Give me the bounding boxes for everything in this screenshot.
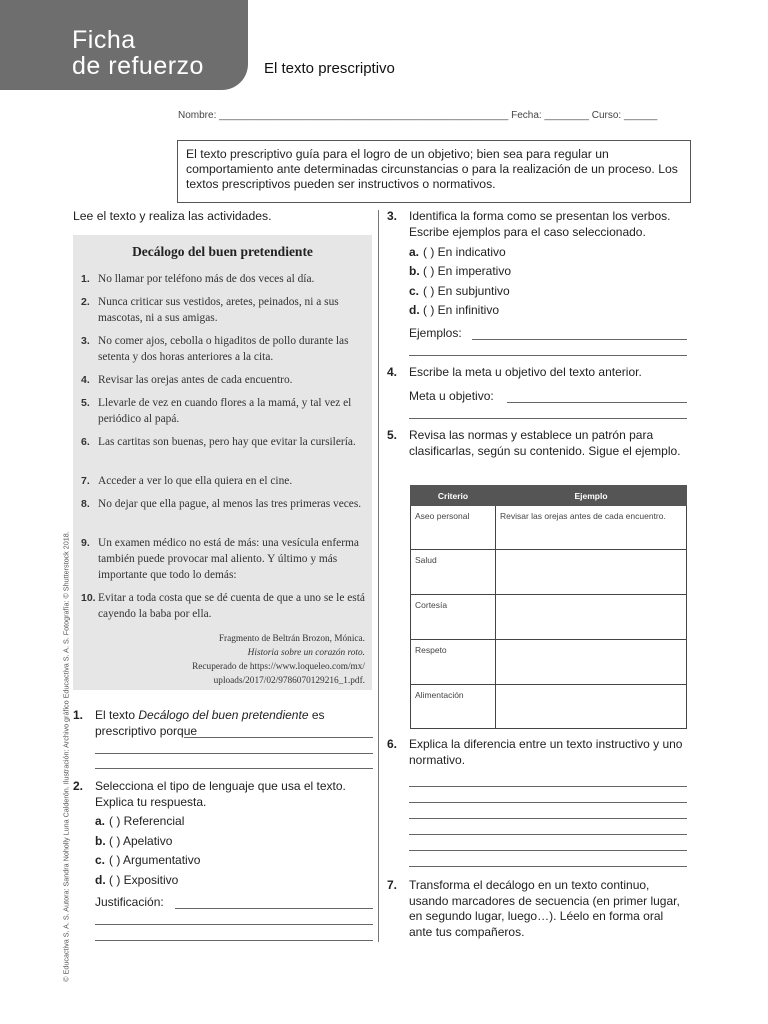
answer-line[interactable]: [472, 339, 687, 340]
answer-line[interactable]: [95, 768, 373, 769]
option-letter: b.: [95, 834, 106, 848]
table-row: [411, 506, 687, 550]
rule-number: 8.: [81, 498, 90, 510]
rule-text: Acceder a ver lo que ella quiera en el cine.: [98, 475, 293, 487]
option-letter: c.: [95, 853, 106, 867]
question-4: [387, 365, 687, 381]
table-header: Ejemplo: [496, 486, 687, 506]
source-url-line1: Recuperado de https://www.loqueleo.com/mx/: [192, 662, 365, 672]
source-url-line2: uploads/2017/02/9786070129216_1.pdf.: [213, 676, 365, 686]
column-divider: [378, 210, 379, 942]
decalogue-rule: [81, 473, 366, 489]
answer-line[interactable]: [409, 802, 687, 803]
q1-text-post: es prescriptivo porque: [95, 708, 325, 738]
question-number: 3.: [387, 209, 398, 223]
name-date-course-line: Nombre: ____________________________________________________ Fecha: ________ Curso: ______: [178, 110, 658, 121]
question-number: 1.: [73, 708, 84, 722]
read-instruction: Lee el texto y realiza las actividades.: [73, 209, 272, 223]
option-item[interactable]: [95, 853, 200, 867]
decalogue-rule: [81, 434, 366, 450]
table-row: [411, 550, 687, 595]
table-cell[interactable]: [496, 595, 687, 640]
answer-line[interactable]: [409, 418, 687, 419]
answer-line[interactable]: [409, 786, 687, 787]
rule-text: No dejar que ella pague, al menos las tres primeras veces.: [98, 498, 362, 510]
rule-number: 10.: [81, 592, 96, 604]
option-item[interactable]: [409, 303, 499, 317]
option-item[interactable]: [409, 264, 511, 278]
table-cell: Cortesía: [411, 595, 496, 640]
option-letter: c.: [409, 284, 420, 298]
source-citation: [100, 632, 365, 688]
table-cell: Salud: [411, 550, 496, 595]
decalogue-rule: [81, 333, 366, 365]
decalogue-rule: [81, 372, 366, 388]
header-tab: [0, 0, 248, 90]
table-header-row: [411, 486, 687, 506]
rule-text: No llamar por teléfono más de dos veces al día.: [98, 273, 315, 285]
table-row: [411, 685, 687, 729]
question-number: 7.: [387, 878, 398, 892]
decalogue-rule: [81, 590, 366, 622]
side-credit: © Educactiva S. A. S. Autora: Sandra Noholly Luna Calderón. Ilustración: Archivo gráfico Educactiva S. A. S. Fotografía: © Shutterstock 2018.: [61, 531, 71, 982]
option-item[interactable]: [95, 814, 184, 828]
option-text: ( ) Referencial: [109, 814, 185, 828]
table-cell[interactable]: [496, 550, 687, 595]
criteria-table: [410, 485, 687, 729]
question-number: 6.: [387, 737, 398, 751]
question-6: [387, 737, 687, 768]
question-number: 2.: [73, 779, 84, 793]
q1-text-pre: El texto: [95, 708, 139, 722]
q1-text-italic: Decálogo del buen pretendiente: [138, 708, 309, 722]
answer-line[interactable]: [95, 753, 373, 754]
rule-text: Un examen médico no está de más: una vesícula enferma también puede provocar mal aliento. Y último y más importante que todo lo demás:: [98, 537, 359, 581]
decalogue-rule: [81, 535, 366, 583]
rule-text: Llevarle de vez en cuando flores a la mamá, y tal vez el periódico al papá.: [98, 397, 352, 425]
examples-label: Ejemplos:: [409, 326, 462, 340]
source-author: Fragmento de Beltrán Brozon, Mónica.: [218, 634, 365, 644]
answer-line[interactable]: [95, 924, 373, 925]
justification-label: Justificación:: [95, 895, 164, 909]
table-cell: Aseo personal: [411, 506, 496, 550]
option-text: ( ) En subjuntivo: [423, 284, 510, 298]
option-item[interactable]: [95, 873, 178, 887]
rule-text: Las cartitas son buenas, pero hay que evitar la cursilería.: [98, 436, 356, 448]
option-text: ( ) Apelativo: [109, 834, 173, 848]
decalogue-title: Decálogo del buen pretendiente: [132, 244, 313, 259]
option-letter: b.: [409, 264, 420, 278]
answer-line[interactable]: [409, 818, 687, 819]
option-letter: d.: [409, 303, 420, 317]
question-2: [73, 779, 373, 810]
table-cell[interactable]: Revisar las orejas antes de cada encuentro.: [496, 506, 687, 550]
rule-number: 5.: [81, 397, 90, 409]
option-item[interactable]: [95, 834, 172, 848]
answer-line[interactable]: [409, 866, 687, 867]
option-letter: a.: [409, 245, 420, 259]
option-item[interactable]: [409, 284, 510, 298]
worksheet-title-line1: Ficha: [72, 26, 136, 54]
question-number: 4.: [387, 365, 398, 379]
table-row: [411, 595, 687, 640]
decalogue-rule: [81, 395, 366, 427]
question-text: Identifica la forma como se presentan los verbos. Escribe ejemplos para el caso seleccionado.: [409, 209, 671, 239]
page-subtitle: El texto prescriptivo: [264, 60, 395, 77]
answer-line[interactable]: [95, 940, 373, 941]
rule-number: 9.: [81, 537, 90, 549]
table-cell[interactable]: [496, 685, 687, 729]
rule-number: 1.: [81, 273, 90, 285]
answer-line[interactable]: [507, 402, 687, 403]
intro-box: El texto prescriptivo guía para el logro de un objetivo; bien sea para regular un comportamiento ante determinadas circunstancias o para la realización de un proceso. Los textos prescriptivos pueden ser instructivos o normativos.: [177, 140, 691, 203]
answer-line[interactable]: [184, 737, 373, 738]
rule-number: 2.: [81, 296, 90, 308]
rule-number: 7.: [81, 475, 90, 487]
rule-text: No comer ajos, cebolla o higaditos de pollo durante las setenta y dos horas anteriores a la cita.: [98, 335, 349, 363]
answer-line[interactable]: [409, 850, 687, 851]
table-cell: Respeto: [411, 640, 496, 685]
question-text: Transforma el decálogo en un texto continuo, usando marcadores de secuencia (en primer lugar, en segundo lugar, luego…). Léelo en forma oral ante tus compañeros.: [409, 878, 680, 939]
worksheet-title-line2: de refuerzo: [72, 52, 204, 80]
question-5: [387, 428, 687, 459]
question-text: Escribe la meta u objetivo del texto anterior.: [409, 365, 642, 379]
question-number: 5.: [387, 428, 398, 442]
table-cell[interactable]: [496, 640, 687, 685]
answer-line[interactable]: [175, 908, 373, 909]
option-letter: a.: [95, 814, 106, 828]
option-text: ( ) En imperativo: [423, 264, 512, 278]
rule-number: 6.: [81, 436, 90, 448]
meta-label: Meta u objetivo:: [409, 389, 494, 403]
question-text: Revisa las normas y establece un patrón para clasificarlas, según su contenido. Sigue el ejemplo.: [409, 428, 681, 458]
table-row: [411, 640, 687, 685]
option-text: ( ) Argumentativo: [109, 853, 201, 867]
rule-text: Nunca criticar sus vestidos, aretes, peinados, ni a sus mascotas, ni a sus amigas.: [98, 296, 339, 324]
option-text: ( ) En indicativo: [423, 245, 506, 259]
decalogue-rule: [81, 271, 366, 287]
rule-number: 3.: [81, 335, 90, 347]
answer-line[interactable]: [409, 834, 687, 835]
question-text: Selecciona el tipo de lenguaje que usa el texto. Explica tu respuesta.: [95, 779, 346, 809]
question-3: [387, 209, 687, 240]
decalogue-rule: [81, 294, 366, 326]
option-letter: d.: [95, 873, 106, 887]
question-1: [73, 708, 373, 739]
rule-text: Revisar las orejas antes de cada encuentro.: [98, 374, 293, 386]
option-item[interactable]: [409, 245, 506, 259]
answer-line[interactable]: [409, 355, 687, 356]
question-7: [387, 878, 687, 940]
option-text: ( ) En infinitivo: [423, 303, 500, 317]
rule-number: 4.: [81, 374, 90, 386]
question-text: Explica la diferencia entre un texto instructivo y uno normativo.: [409, 737, 683, 767]
source-title: Historia sobre un corazón roto.: [247, 648, 365, 658]
rule-text: Evitar a toda costa que se dé cuenta de que a uno se le está cayendo la baba por ella.: [98, 592, 365, 620]
table-header: Criterio: [411, 486, 496, 506]
decalogue-rule: [81, 496, 366, 512]
table-cell: Alimentación: [411, 685, 496, 729]
option-text: ( ) Expositivo: [109, 873, 179, 887]
